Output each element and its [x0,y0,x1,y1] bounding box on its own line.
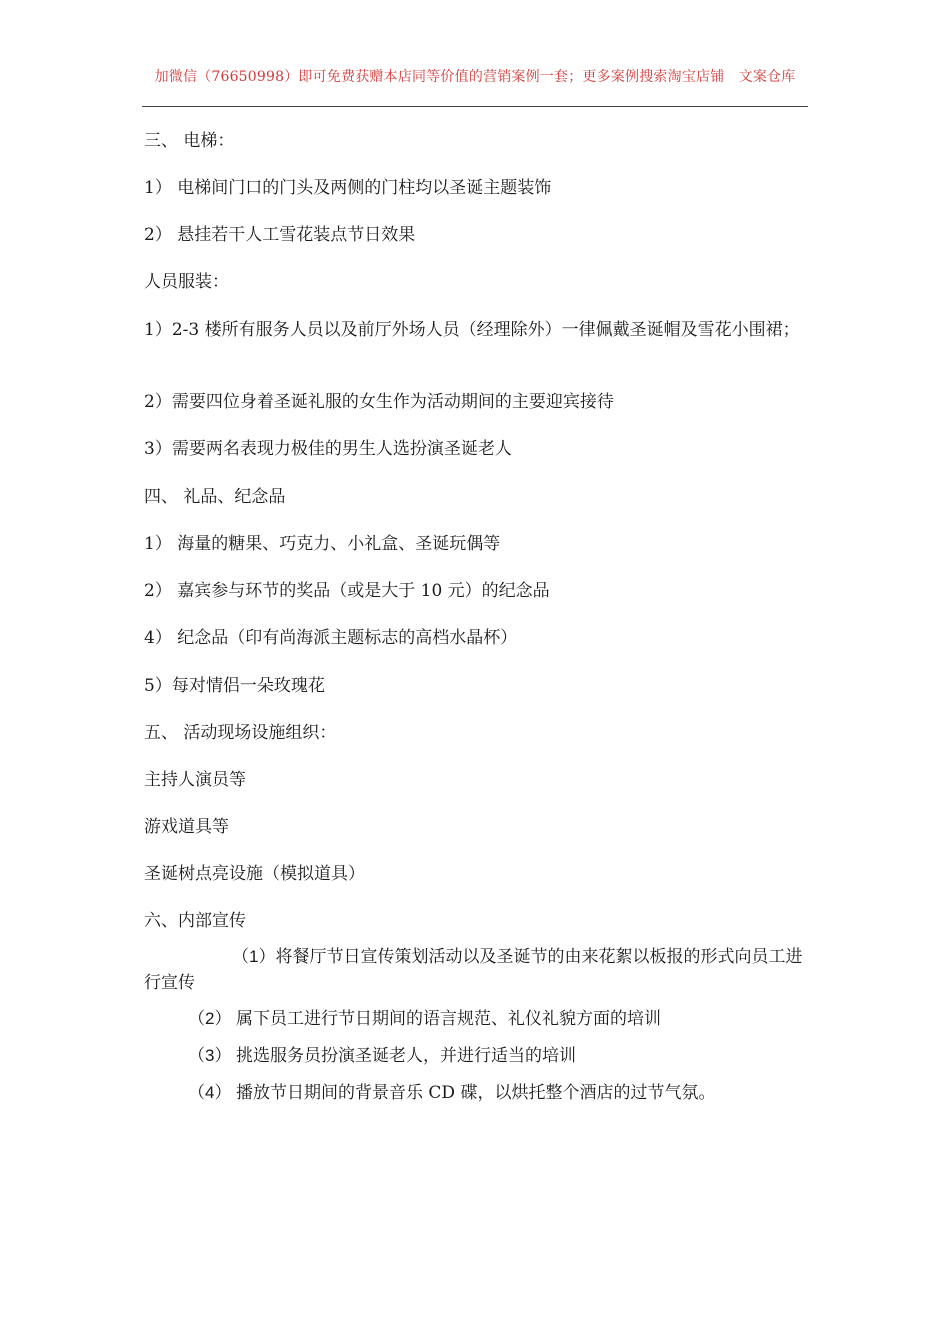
section-3-item-1: 1） 电梯间门口的门头及两侧的门柱均以圣诞主题装饰 [144,178,552,198]
costume-item-2: 2）需要四位身着圣诞礼服的女生作为活动期间的主要迎宾接待 [144,392,614,412]
section-6-item-2 [188,1007,661,1031]
section-6-item-4 [188,1081,715,1105]
costume-item-1: 1）2-3 楼所有服务人员以及前厅外场人员（经理除外）一律佩戴圣诞帽及雪花小围裙； [144,320,800,340]
section-5-title: 五、 活动现场设施组织： [144,723,337,743]
section-6-item-1 [144,944,808,996]
section-6-item-3-number: （3） [188,1046,232,1065]
section-6-item-1-text: 将餐厅节日宣传策划活动以及圣诞节的由来花絮以板报的形式向员工进行宣传 [144,947,803,993]
header-divider [142,106,808,107]
section-6-item-4-text: 播放节日期间的背景音乐 CD 碟，以烘托整个酒店的过节气氛。 [236,1083,716,1103]
section-5-item-3: 圣诞树点亮设施（模拟道具） [144,864,365,884]
section-4-item-1: 1） 海量的糖果、巧克力、小礼盒、圣诞玩偶等 [144,534,501,554]
section-4-item-3: 4） 纪念品（印有尚海派主题标志的高档水晶杯） [144,628,518,648]
costume-item-3: 3）需要两名表现力极佳的男生人选扮演圣诞老人 [144,439,512,459]
section-3-item-2: 2） 悬挂若干人工雪花装点节日效果 [144,225,416,245]
section-4-item-4: 5）每对情侣一朵玫瑰花 [144,676,325,696]
section-4-item-2: 2） 嘉宾参与环节的奖品（或是大于 10 元）的纪念品 [144,581,550,601]
header-promo-text: 加微信（76650998）即可免费获赠本店同等价值的营销案例一套；更多案例搜索淘宝店铺 文案仓库 [154,69,796,85]
section-6-title: 六、内部宣传 [144,911,246,931]
section-5-item-2: 游戏道具等 [144,817,229,837]
section-6-item-3-text: 挑选服务员扮演圣诞老人，并进行适当的培训 [236,1046,576,1066]
section-6-item-1-number: （1） [232,947,276,966]
section-6-item-3 [188,1044,576,1068]
costume-title: 人员服装： [144,272,229,292]
section-5-item-1: 主持人演员等 [144,770,246,790]
section-4-title: 四、 礼品、纪念品 [144,487,286,507]
section-6-item-2-text: 属下员工进行节日期间的语言规范、礼仪礼貌方面的培训 [236,1009,661,1029]
section-6-item-4-number: （4） [188,1083,232,1102]
section-6-item-2-number: （2） [188,1009,232,1028]
section-3-title: 三、 电梯： [144,131,235,151]
